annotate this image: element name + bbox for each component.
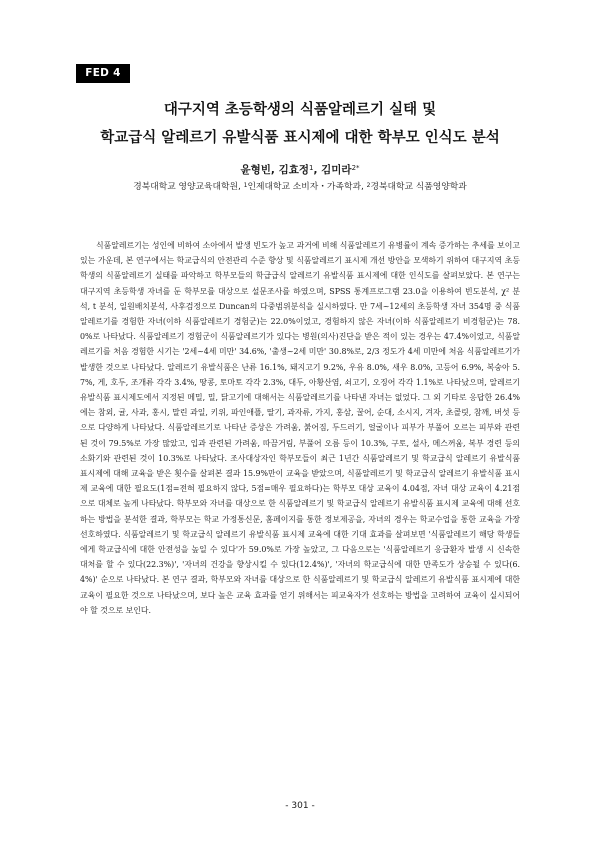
author-separator: ,	[313, 164, 322, 176]
author-name: 윤형빈	[240, 164, 271, 176]
author-name: 김미라	[321, 164, 352, 176]
affiliation-text: 경북대학교 영양교육대학원	[133, 182, 239, 192]
affiliation-mark: 2	[366, 182, 371, 189]
page-number: - 301 -	[285, 801, 315, 811]
affiliation-separator: ,	[361, 182, 367, 192]
author-mark: 1	[309, 164, 314, 172]
paper-title	[60, 96, 540, 152]
title-line-1: 대구지역 초등학생의 식품알레르기 실태 및	[163, 102, 437, 118]
author-separator: ,	[270, 164, 279, 176]
affiliation-list	[40, 180, 560, 194]
author-name: 김효정	[278, 164, 309, 176]
author-list	[60, 162, 540, 178]
author-mark: 2*	[351, 164, 360, 172]
affiliation-mark: 1	[243, 182, 248, 189]
title-line-2: 학교급식 알레르기 유발식품 표시제에 대한 학부모 인식도 분석	[100, 130, 500, 146]
abstract-text: 식품알레르기는 성인에 비하여 소아에서 발생 빈도가 높고 과거에 비해 식품알레르기 유병률이 계속 증가하는 추세를 보이고 있는 가운데, 본 연구에서는 학교급식의 안전관리 수준 향상 및 식품알레르기 표시제 개선 방안을 모색하기 위하여 대구지역 초등학생의 식품알레르기 실태를 파악하고 학부모들의 학급급식 알레르기 유발식품 표시제에 대한 인식도를 살펴보았다. 본 연구는 대구지역 초등학생 자녀를 둔 학부모를 대상으로 설문조사를 하였으며, SPSS 통계프로그램 23.0을 이용하여 빈도분석, χ² 분석, t 분석, 일원배치분석, 사후검정으로 Duncan의 다중범위분석을 실시하였다. 만 7세~12세의 초등학생 자녀 354명 중 식품알레르기를 경험한 자녀(이하 식품알레르기 경험군)는 22.0%이었고, 경험하지 않은 자녀(이하 식품알레르기 비경험군)는 78.0%로 나타났다. 식품알레르기 경험군이 식품알레르기가 있다는 병원(의사)진단을 받은 적이 있는 경우는 47.4%이었고, 식품알레르기를 처음 경험한 시기는 '2세~4세 미만' 34.6%, '출생~2세 미만' 30.8%로, 2/3 정도가 4세 미만에 처음 식품알레르기가 발생한 것으로 나타났다. 알레르기 유발식품은 난류 16.1%, 돼지고기 9.2%, 우유 8.0%, 새우 8.0%, 고등어 6.9%, 복숭아 5.7%, 게, 호두, 조개류 각각 3.4%, 땅콩, 토마토 각각 2.3%, 대두, 아황산염, 쇠고기, 오징어 각각 1.1%로 나타났으며, 알레르기 유발식품 표시제도에서 지정된 메밀, 밀, 닭고기에 대해서는 식품알레르기를 나타낸 자녀는 없었다. 그 외 기타로 응답한 26.4%에는 참외, 귤, 사과, 홍시, 말린 과일, 키위, 파인애플, 딸기, 과자류, 가지, 홍삼, 꿀어, 순대, 소시지, 겨자, 초콜릿, 참깨, 버섯 등으로 다양하게 나타났다. 식품알레르기로 나타난 증상은 가려움, 붉어짐, 두드러기, 얼굴이나 피부가 부풀어 오르는 피부와 관련된 것이 79.5%로 가장 많았고, 입과 관련된 가려움, 따끔거림, 부풀어 오름 등이 10.3%, 구토, 설사, 메스꺼움, 복부 경련 등의 소화기와 관련된 것이 10.3%로 나타났다. 조사대상자인 학부모들이 최근 1년간 식품알레르기 및 학교급식 알레르기 유발식품 표시제에 대해 교육을 받은 횟수를 살펴본 결과 15.9%만이 교육을 받았으며, 식품알레르기 및 학교급식 알레르기 유발식품 표시제 교육에 대한 필요도(1점=전혀 필요하지 않다, 5점=매우 필요하다)는 학부모 대상 교육이 4.04점, 자녀 대상 교육이 4.21점으로 대체로 높게 나타났다. 학부모와 자녀를 대상으로 한 식품알레르기 및 학교급식 알레르기 유발식품 표시제 교육에 대해 선호하는 방법을 분석한 결과, 학부모는 학교 가정통신문, 홈페이지를 통한 정보제공을, 자녀의 경우는 학교수업을 통한 교육을 가장 선호하였다. 식품알레르기 및 학교급식 알레르기 유발식품 표시제 교육에 대한 기대 효과를 살펴보면 '식품알레르기 해당 학생들에게 학교급식에 대한 안전성을 높일 수 있다'가 59.0%로 가장 높았고, 그 다음으로는 '식품알레르기 응급환자 발생 시 신속한 대처를 할 수 있다(22.3%)', '자녀의 건강을 향상시킬 수 있다(12.4%)', '자녀의 학교급식에 대한 만족도가 상승될 수 있다(6.4%)' 순으로 나타났다. 본 연구 결과, 학부모와 자녀를 대상으로 한 식품알레르기 및 학교급식 알레르기 유발식품 표시제에 대한 교육이 필요한 것으로 나타났으며, 보다 높은 교육 효과를 얻기 위해서는 피교육자가 선호하는 방법을 고려하여 교육이 실시되어야 할 것으로 보인다.	[80, 241, 520, 615]
affiliation-text: 경북대학교 식품영양학과	[370, 182, 467, 192]
section-tag: FED 4	[76, 64, 130, 83]
affiliation-text: 인제대학교 소비자・가족학과	[247, 182, 362, 192]
affiliation-separator: ,	[238, 182, 244, 192]
